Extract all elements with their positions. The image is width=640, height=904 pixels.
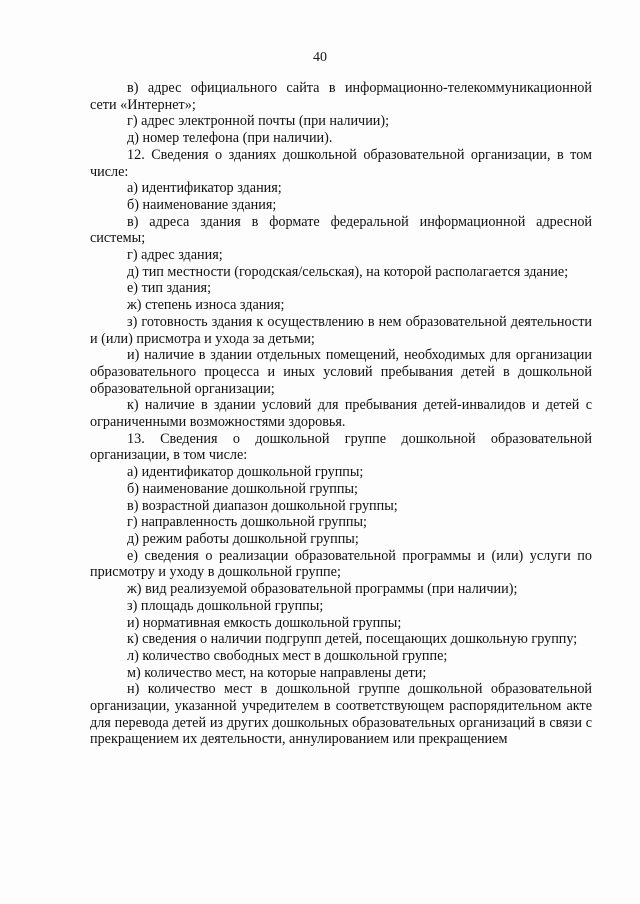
paragraph: а) идентификатор дошкольной группы; — [127, 464, 364, 481]
paragraph: е) тип здания; — [127, 280, 212, 297]
document-body — [90, 80, 592, 748]
paragraph: д) номер телефона (при наличии). — [127, 130, 333, 147]
paragraph: г) направленность дошкольной группы; — [127, 514, 367, 531]
paragraph: е) сведения о реализации образовательной программы и (или) услуги по присмотру и уходу в дошкольной группе; — [90, 547, 592, 581]
paragraph: б) наименование здания; — [127, 196, 277, 213]
paragraph: н) количество мест в дошкольной группе дошкольной образовательной организации, указанной учредителем в соответствующем распорядительном акте для перевода детей из других дошкольных образовательных организаций в связи с прекращением их деятельности, аннулированием или прекращением — [90, 681, 592, 748]
paragraph: з) площадь дошкольной группы; — [127, 597, 324, 614]
paragraph: 13. Сведения о дошкольной группе дошкольной образовательной организации, в том числе: — [90, 430, 592, 464]
paragraph: г) адрес здания; — [127, 247, 223, 264]
paragraph: и) наличие в здании отдельных помещений, необходимых для организации образовательного процесса и иных условий пребывания детей в дошкольной образовательной организации; — [90, 347, 592, 397]
paragraph: ж) степень износа здания; — [127, 297, 285, 314]
paragraph: ж) вид реализуемой образовательной программы (при наличии); — [127, 581, 518, 598]
paragraph: в) возрастной диапазон дошкольной группы; — [127, 497, 398, 514]
paragraph: а) идентификатор здания; — [127, 180, 282, 197]
paragraph: м) количество мест, на которые направлены дети; — [127, 664, 427, 681]
paragraph: з) готовность здания к осуществлению в нем образовательной деятельности и (или) присмотра и ухода за детьми; — [90, 313, 592, 347]
paragraph: к) наличие в здании условий для пребывания детей-инвалидов и детей с ограниченными возможностями здоровья. — [90, 397, 592, 431]
paragraph: д) режим работы дошкольной группы; — [127, 530, 359, 547]
paragraph: в) адрес официального сайта в информационно-телекоммуникационной сети «Интернет»; — [90, 80, 592, 113]
page-number: 40 — [313, 50, 327, 65]
paragraph: л) количество свободных мест в дошкольной группе; — [127, 647, 448, 664]
paragraph: г) адрес электронной почты (при наличии); — [127, 113, 390, 130]
paragraph: 12. Сведения о зданиях дошкольной образовательной организации, в том числе: — [90, 146, 592, 180]
paragraph: б) наименование дошкольной группы; — [127, 480, 358, 497]
paragraph: и) нормативная емкость дошкольной группы; — [127, 614, 402, 631]
paragraph: д) тип местности (городская/сельская), на которой располагается здание; — [127, 263, 569, 280]
paragraph: к) сведения о наличии подгрупп детей, посещающих дошкольную группу; — [127, 631, 578, 648]
paragraph: в) адреса здания в формате федеральной информационной адресной системы; — [90, 213, 592, 247]
